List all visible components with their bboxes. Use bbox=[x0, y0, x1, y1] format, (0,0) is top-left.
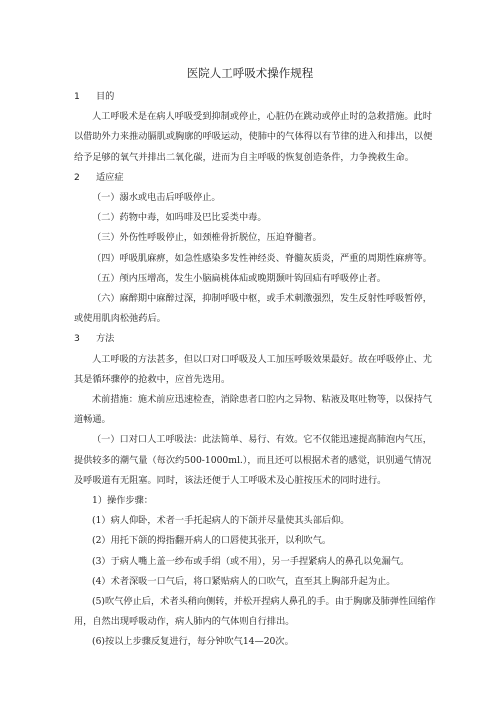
section-heading-method bbox=[74, 329, 440, 349]
step-item: (2）用托下颌的拇指翻开病人的口唇使其张开，以利吹气。 bbox=[92, 535, 332, 547]
step-item: (3）于病人嘴上盖一纱布或手绢（或不用），另一手捏紧病人的鼻孔以免漏气。 bbox=[92, 555, 410, 567]
paragraph: 人工呼吸的方法甚多，但以口对口呼吸及人工加压呼吸效果最好。故在呼吸停止、尤其是循环骤停的抢救中，应首先选用。 bbox=[74, 353, 432, 385]
list-item: （二）药物中毒，如吗啡及巴比妥类中毒。 bbox=[92, 212, 267, 224]
step-item: (6)按以上步骤反复进行，每分钟吹气14—20次。 bbox=[92, 636, 294, 648]
section-title: 适应症 bbox=[96, 171, 124, 183]
section-title: 目的 bbox=[96, 91, 115, 102]
list-item: （五）颅内压增高，发生小脑扁桃体疝或晚期颞叶钩回疝有呼吸停止者。 bbox=[92, 272, 386, 284]
list-item: （三）外伤性呼吸停止，如颈椎骨折脱位，压迫脊髓者。 bbox=[92, 232, 322, 244]
list-item: （四）呼吸肌麻痹，如急性感染多发性神经炎、脊髓灰质炎，严重的周期性麻痹等。 bbox=[92, 252, 432, 264]
step-item: (4）术者深吸一口气后，将口紧贴病人的口吹气，直至其上胸部升起为止。 bbox=[92, 575, 396, 587]
step-item: (5)吹气停止后，术者头稍向侧转，并松开捏病人鼻孔的手。由于胸廓及肺弹性回缩作用，自然出现呼吸动作，病人肺内的气体则自行排出。 bbox=[74, 596, 436, 628]
section-number: 1 bbox=[74, 91, 80, 102]
section-number: 2 bbox=[74, 171, 80, 183]
paragraph: （一）口对口人工呼吸法：此法简单、易行、有效。它不仅能迅速提高肺泡内气压，提供较多的潮气量（每次约500-1000ml.），而且还可以根据术者的感觉，识别通气情况及呼吸道有无阻塞。同时，该法还便于人工呼吸术及心脏按压术的同时进行。 bbox=[74, 434, 432, 486]
section-number: 3 bbox=[74, 333, 80, 345]
list-item: （六）麻醉期中麻醉过深，抑制呼吸中枢，或手术刺激强烈，发生反射性呼吸暂停，或使用肌肉松弛药后。 bbox=[74, 293, 432, 325]
paragraph: 术前措施：施术前应迅速检查，消除患者口腔内之异物、粘液及呕吐物等，以保持气道畅通。 bbox=[74, 394, 432, 426]
section-heading-indications bbox=[74, 168, 440, 188]
sub-heading: 1）操作步骤： bbox=[92, 495, 153, 507]
document-body bbox=[74, 87, 440, 653]
section-title: 方法 bbox=[96, 333, 115, 345]
step-item: (1）病人仰卧，术者一手托起病人的下颌并尽量使其头部后仰。 bbox=[92, 515, 350, 527]
list-item: （一）溺水或电击后呼吸停止。 bbox=[92, 192, 221, 204]
page-title: 医院人工呼吸术操作规程 bbox=[186, 66, 314, 80]
paragraph: 人工呼吸术是在病人呼吸受到抑制或停止，心脏仍在跳动或停止时的急救措施。此时以借助外力来推动膈肌或胸廓的呼吸运动，使肺中的气体得以有节律的进入和排出，以便给予足够的氧气并排出二氧化碳，进而为自主呼吸的恢复创造条件，力争挽救生命。 bbox=[74, 111, 433, 163]
section-heading-purpose bbox=[74, 87, 440, 107]
